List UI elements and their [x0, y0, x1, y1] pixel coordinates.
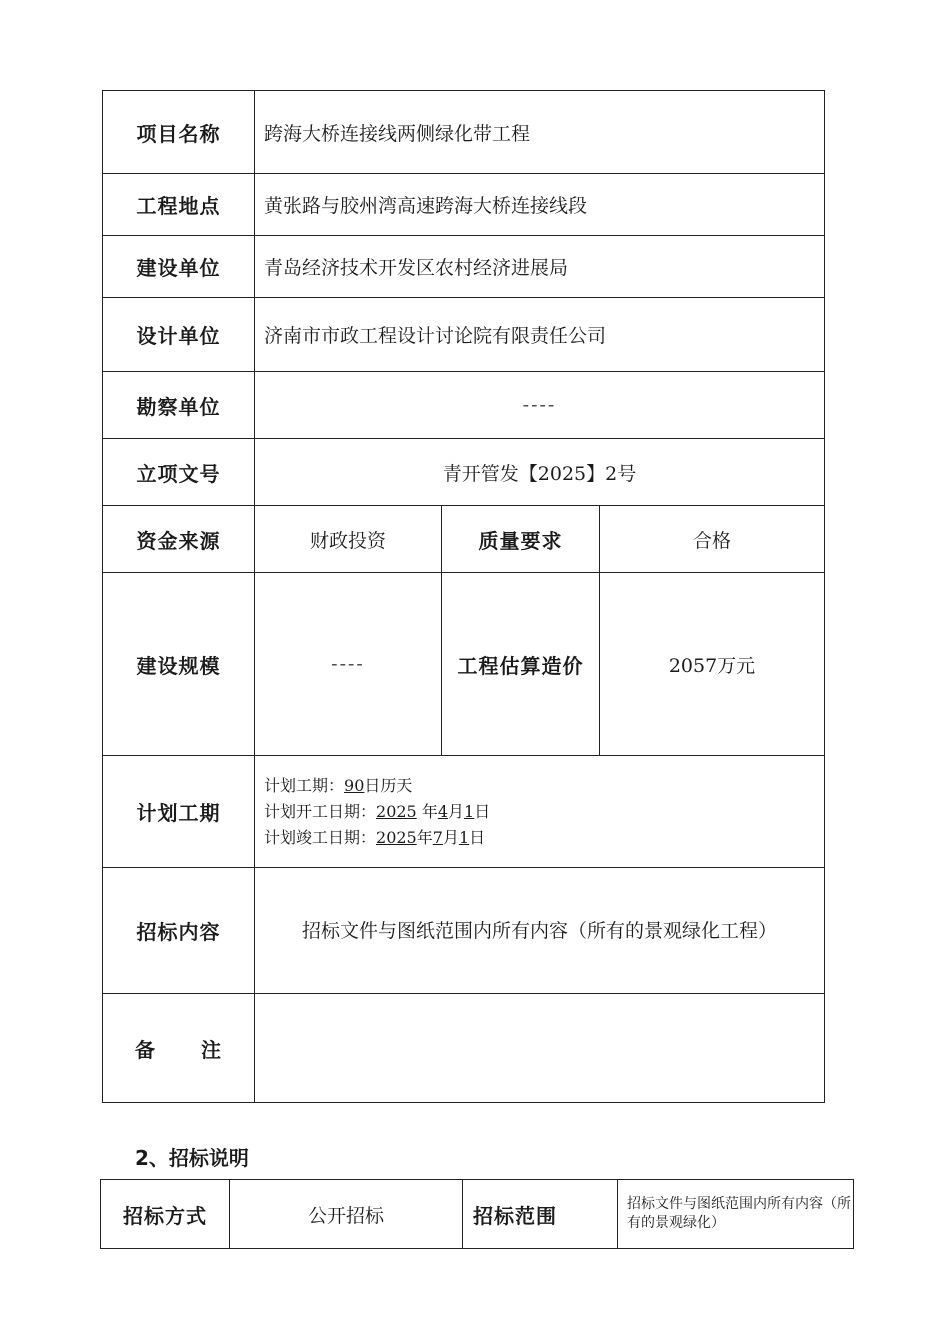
bidding-scope-label: 招标范围 — [463, 1180, 618, 1249]
funding-value: 财政投资 — [255, 506, 442, 573]
surveyor-label: 勘察单位 — [103, 372, 255, 439]
bid-content-label: 招标内容 — [103, 868, 255, 994]
end-day: 1 — [458, 827, 470, 847]
row-surveyor — [103, 372, 825, 439]
start-prefix: 计划开工日期： — [264, 801, 377, 821]
builder-label: 建设单位 — [103, 236, 255, 298]
start-month-sep: 月 — [448, 801, 465, 821]
remarks-value — [255, 994, 825, 1103]
schedule-label: 计划工期 — [103, 756, 255, 868]
location-value: 黄张路与胶州湾高速跨海大桥连接线段 — [255, 174, 825, 236]
project-name-label: 项目名称 — [103, 91, 255, 174]
row-location — [103, 174, 825, 236]
duration-suffix: 日历天 — [364, 775, 413, 795]
schedule-duration-line — [264, 773, 824, 799]
scale-value: ---- — [255, 573, 442, 756]
designer-value: 济南市市政工程设计讨论院有限责任公司 — [255, 298, 825, 372]
end-month-sep: 月 — [442, 827, 459, 847]
bid-content-value: 招标文件与图纸范围内所有内容（所有的景观绿化工程） — [255, 868, 825, 994]
quality-label: 质量要求 — [442, 506, 600, 573]
row-schedule — [103, 756, 825, 868]
bidding-info-table — [100, 1179, 854, 1249]
cost-value: 2057万元 — [600, 573, 825, 756]
remarks-label-char-1: 备 — [135, 1037, 156, 1062]
remarks-label — [103, 994, 255, 1103]
project-name-value: 跨海大桥连接线两侧绿化带工程 — [255, 91, 825, 174]
builder-value: 青岛经济技术开发区农村经济进展局 — [255, 236, 825, 298]
row-designer — [103, 298, 825, 372]
bidding-scope-value: 招标文件与图纸范围内所有内容（所有的景观绿化） — [618, 1180, 854, 1249]
row-builder — [103, 236, 825, 298]
project-info-table — [102, 90, 825, 1103]
row-remarks — [103, 994, 825, 1103]
designer-label: 设计单位 — [103, 298, 255, 372]
end-year: 2025 — [376, 827, 417, 847]
remarks-label-char-2: 注 — [201, 1037, 222, 1062]
start-day: 1 — [464, 801, 475, 821]
duration-prefix: 计划工期： — [264, 775, 345, 795]
schedule-details — [255, 756, 825, 868]
row-project-name — [103, 91, 825, 174]
funding-label: 资金来源 — [103, 506, 255, 573]
cost-label: 工程估算造价 — [442, 573, 600, 756]
start-year-sep: 年 — [416, 801, 438, 821]
schedule-end-line — [264, 825, 824, 851]
row-approval — [103, 439, 825, 506]
end-day-sep: 日 — [469, 827, 486, 847]
bidding-method-value: 公开招标 — [230, 1180, 463, 1249]
surveyor-value: ---- — [255, 372, 825, 439]
row-bid-content — [103, 868, 825, 994]
approval-value: 青开管发【2025】2号 — [255, 439, 825, 506]
row-bidding-method — [101, 1180, 854, 1249]
start-month: 4 — [437, 801, 449, 821]
row-scale — [103, 573, 825, 756]
end-prefix: 计划竣工日期： — [264, 827, 377, 847]
duration-days: 90 — [344, 775, 365, 795]
location-label: 工程地点 — [103, 174, 255, 236]
end-year-sep: 年 — [416, 827, 433, 847]
schedule-start-line — [264, 799, 824, 825]
row-funding — [103, 506, 825, 573]
quality-value: 合格 — [600, 506, 825, 573]
section-title: 2、招标说明 — [135, 1146, 249, 1170]
end-month: 7 — [432, 827, 443, 847]
start-day-sep: 日 — [474, 801, 491, 821]
bidding-method-label: 招标方式 — [101, 1180, 230, 1249]
scale-label: 建设规模 — [103, 573, 255, 756]
start-year: 2025 — [376, 801, 417, 821]
approval-label: 立项文号 — [103, 439, 255, 506]
